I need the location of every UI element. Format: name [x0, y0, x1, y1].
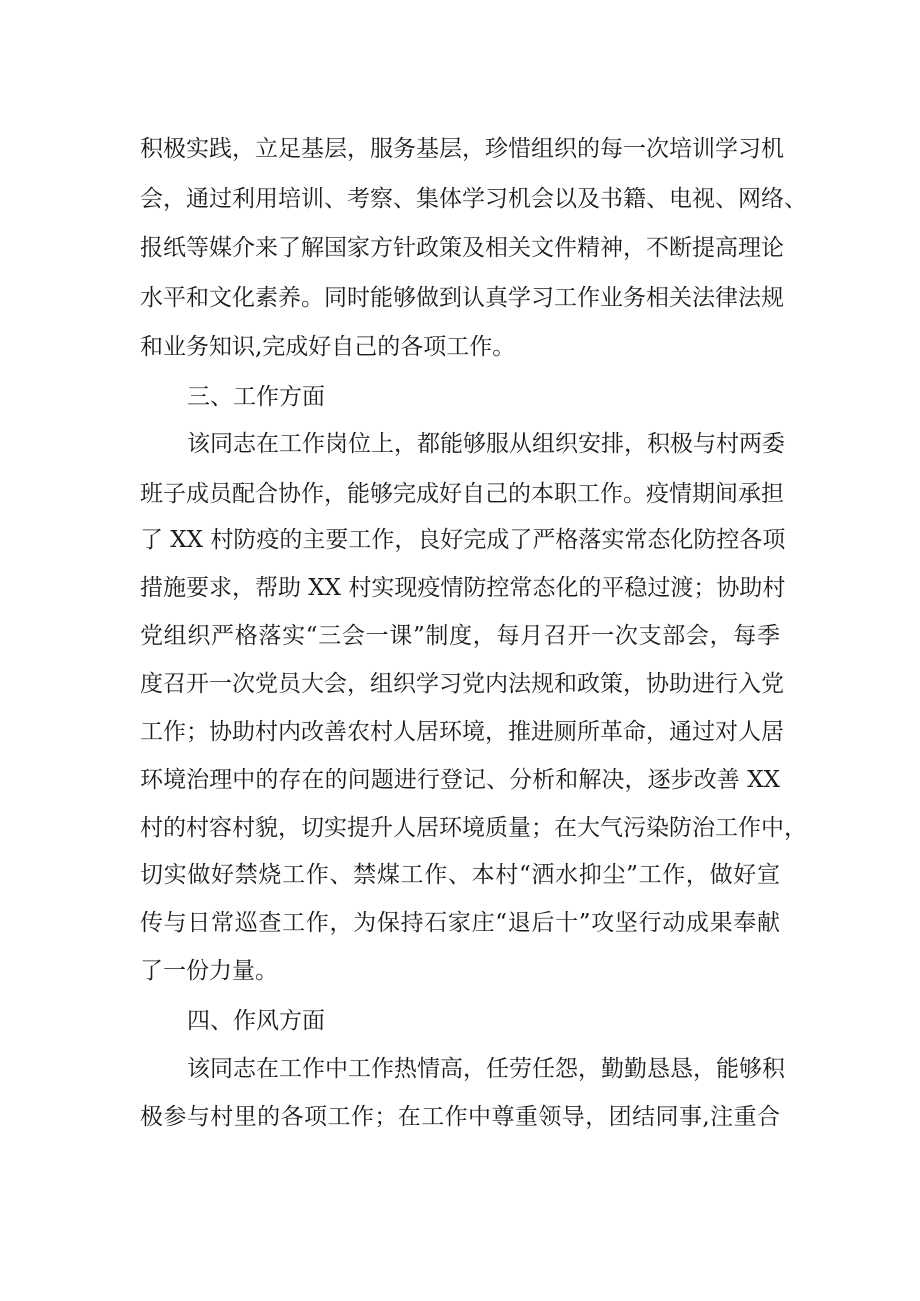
paragraph-line: 了一份力量。: [140, 958, 278, 984]
paragraph-line: 党组织严格落实“三会一课”制度，每月召开一次支部会，每季: [140, 623, 780, 649]
paragraph-line: 了 XX 村防疫的主要工作，良好完成了严格落实常态化防控各项: [140, 527, 786, 553]
paragraph-line: 和业务知识,完成好自己的各项工作。: [140, 334, 516, 360]
paragraph-line: 水平和文化素养。同时能够做到认真学习工作业务相关法律法规: [140, 285, 784, 311]
paragraph-line: 工作；协助村内改善农村人居环境，推进厕所革命，通过对人居: [140, 719, 784, 745]
paragraph-line: 极参与村里的各项工作；在工作中尊重领导，团结同事,注重合: [140, 1104, 780, 1130]
paragraph-line: 该同志在工作中工作热情高，任劳任怨，勤勤恳恳，能够积: [187, 1056, 785, 1082]
paragraph-line: 度召开一次党员大会，组织学习党内法规和政策，协助进行入党: [140, 671, 784, 697]
section-heading-style: 四、作风方面: [187, 1008, 325, 1034]
paragraph-line: 该同志在工作岗位上，都能够服从组织安排，积极与村两委: [187, 431, 785, 457]
paragraph-line: 切实做好禁烧工作、禁煤工作、本村“洒水抑尘”工作，做好宣: [140, 862, 780, 888]
paragraph-line: 环境治理中的存在的问题进行登记、分析和解决，逐步改善 XX: [140, 767, 780, 793]
paragraph-line: 会，通过利用培训、考察、集体学习机会以及书籍、电视、网络、: [140, 186, 807, 212]
paragraph-line: 措施要求，帮助 XX 村实现疫情防控常态化的平稳过渡；协助村: [140, 575, 786, 601]
paragraph-line: 积极实践，立足基层，服务基层，珍惜组织的每一次培训学习机: [140, 136, 784, 162]
paragraph-line: 村的村容村貌，切实提升人居环境质量；在大气污染防治工作中，: [140, 815, 807, 841]
paragraph-line: 报纸等媒介来了解国家方针政策及相关文件精神，不断提高理论: [140, 235, 784, 261]
paragraph-line: 班子成员配合协作，能够完成好自己的本职工作。疫情期间承担: [140, 481, 784, 507]
section-heading-work: 三、工作方面: [187, 384, 325, 410]
paragraph-line: 传与日常巡查工作，为保持石家庄“退后十”攻坚行动成果奉献: [140, 910, 780, 936]
